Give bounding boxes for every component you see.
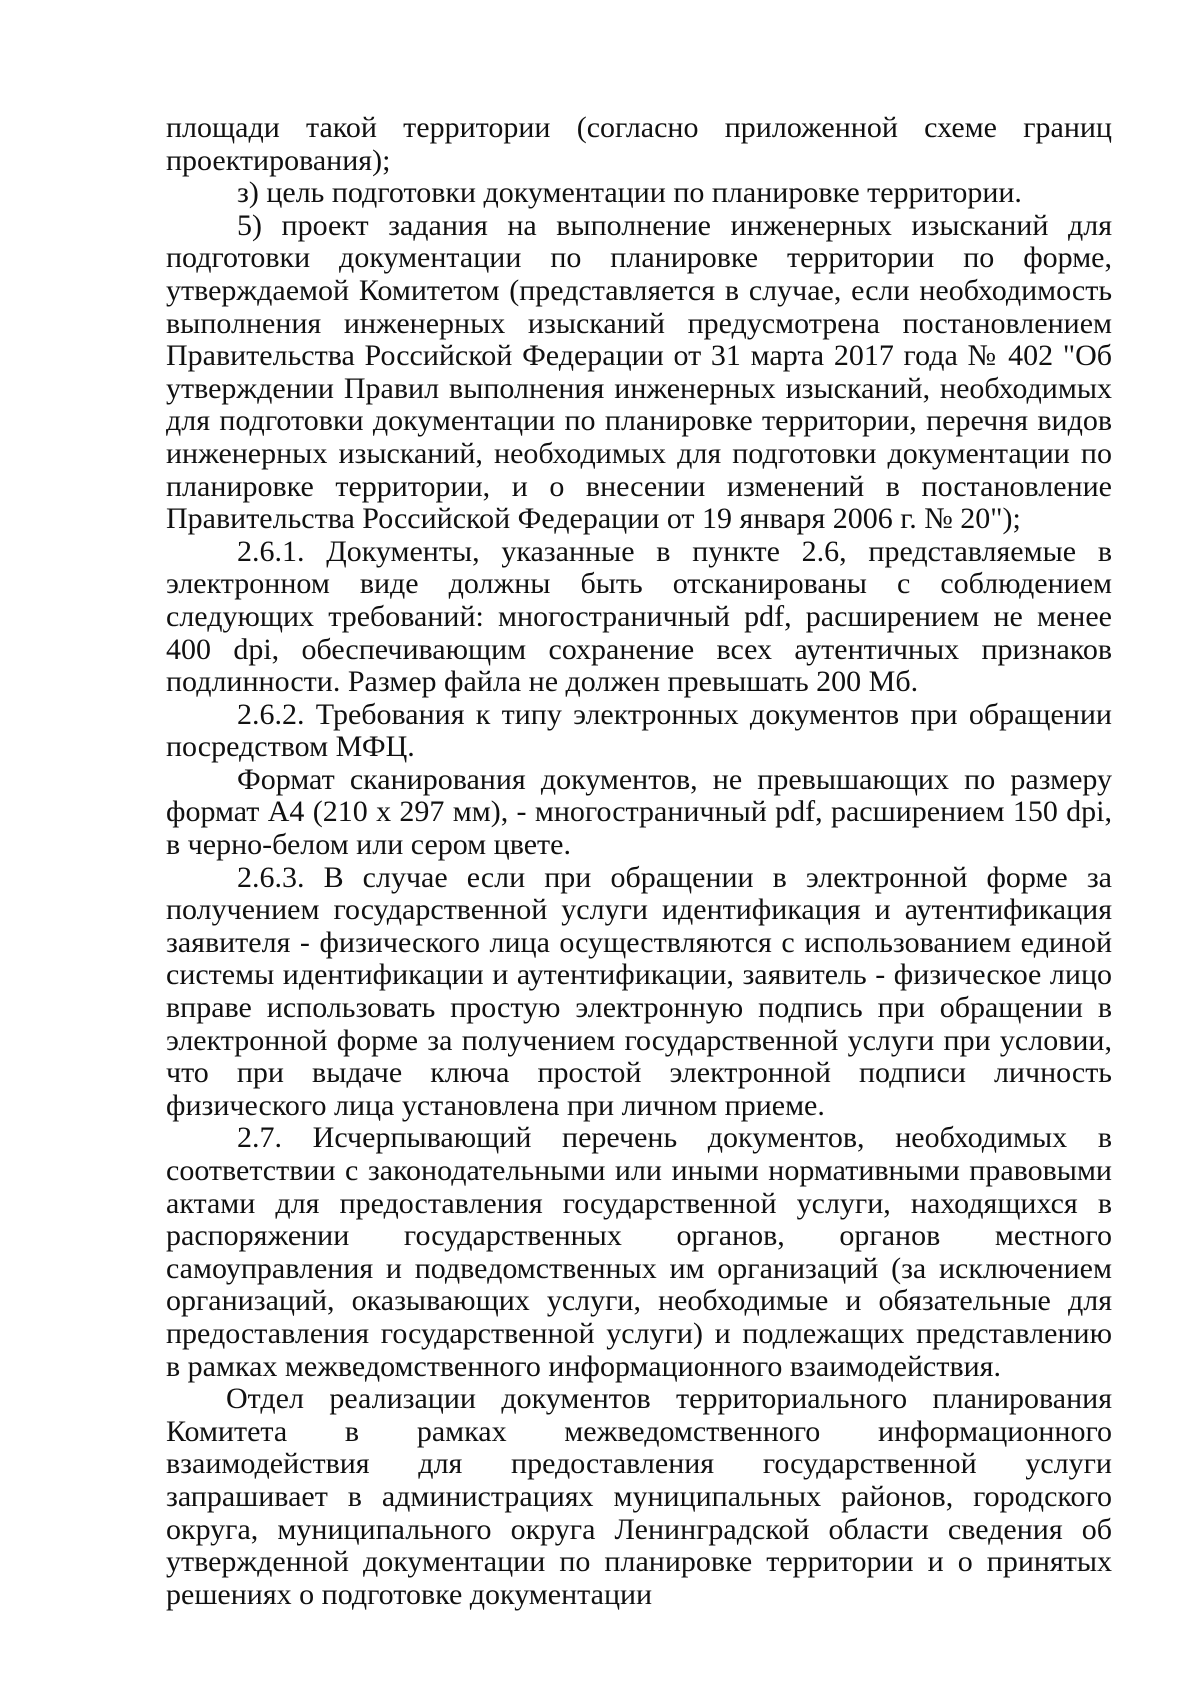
paragraph-area-continuation: площади такой территории (согласно приложенной схеме границ проектирования);: [166, 111, 1112, 177]
paragraph-scan-format: Формат сканирования документов, не превышающих по размеру формат А4 (210 х 297 мм), - многостраничный pdf, расширением 150 dpi, в черно-белом или сером цвете.: [166, 762, 1112, 862]
paragraph-item-5: 5) проект задания на выполнение инженерных изысканий для подготовки документации по планировке территории по форме, утверждаемой Комитетом (представляется в случае, если необходимость выполнения инженерных изысканий предусмотрена постановлением Правительства Российской Федерации от 31 марта 2017 года № 402 "Об утверждении Правил выполнения инженерных изысканий, необходимых для подготовки документации по планировке территории, перечня видов инженерных изысканий, необходимых для подготовки документации по планировке территории, и о внесении изменений в постановление Правительства Российской Федерации от 19 января 2006 г. № 20");: [166, 208, 1112, 536]
paragraph-item-z: з) цель подготовки документации по планировке территории.: [237, 176, 1022, 210]
paragraph-2-6-1: 2.6.1. Документы, указанные в пункте 2.6, представляемые в электронном виде должны быть отсканированы с соблюдением следующих требований: многостраничный pdf, расширением не менее 400 dpi, обеспечивающим сохранение всех аутентичных признаков подлинности. Размер файла не должен превышать 200 Мб.: [166, 534, 1112, 699]
paragraph-2-6-3: 2.6.3. В случае если при обращении в электронной форме за получением государственной услуги идентификация и аутентификация заявителя - физического лица осуществляются с использованием единой системы идентификации и аутентификации, заявитель - физическое лицо вправе использовать простую электронную подпись при обращении в электронной форме за получением государственной услуги при условии, что при выдаче ключа простой электронной подписи личность физического лица установлена при личном приеме.: [166, 860, 1112, 1122]
paragraph-2-6-2: 2.6.2. Требования к типу электронных документов при обращении посредством МФЦ.: [166, 697, 1112, 764]
document-page: [166, 112, 1112, 1611]
paragraph-2-7: 2.7. Исчерпывающий перечень документов, необходимых в соответствии с законодательными или иными нормативными правовыми актами для предоставления государственной услуги, находящихся в распоряжении государственных органов, органов местного самоуправления и подведомственных им организаций (за исключением организаций, оказывающих услуги, необходимые и обязательные для предоставления государственной услуги) и подлежащих представлению в рамках межведомственного информационного взаимодействия.: [166, 1121, 1112, 1383]
paragraph-department: Отдел реализации документов территориального планирования Комитета в рамках межведомственного информационного взаимодействия для предоставления государственной услуги запрашивает в администрациях муниципальных районов, городского округа, муниципального округа Ленинградской области сведения об утвержденной документации по планировке территории и о принятых решениях о подготовке документации: [166, 1382, 1112, 1611]
